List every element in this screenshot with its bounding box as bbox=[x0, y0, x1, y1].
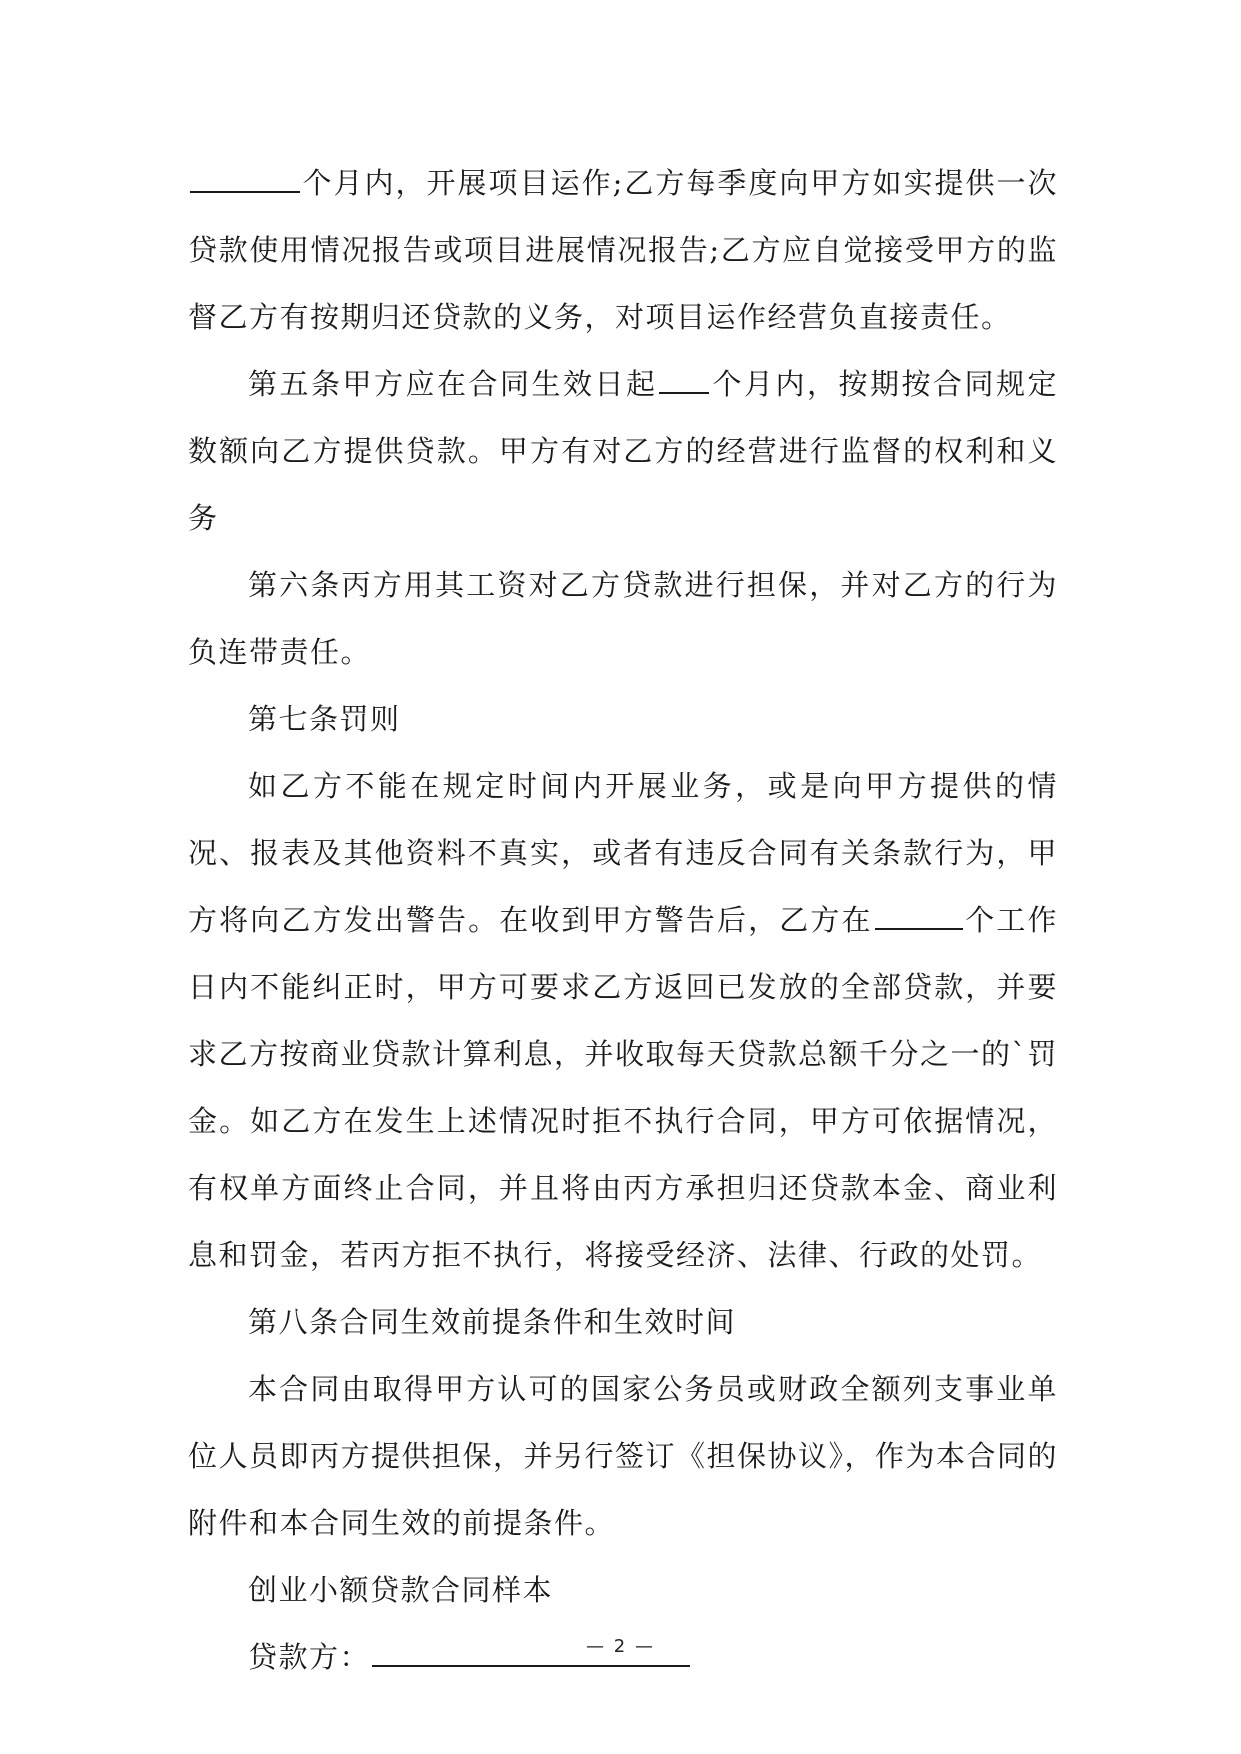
paragraph-article-7-heading: 第七条罚则 bbox=[248, 702, 401, 736]
document-body bbox=[188, 150, 1058, 1691]
paragraph-sample-title: 创业小额贷款合同样本 bbox=[248, 1573, 554, 1607]
blank-months-2 bbox=[659, 368, 709, 394]
paragraph-article-4-continued: 个月内，开展项目运作;乙方每季度向甲方如实提供一次贷款使用情况报告或项目进展情况报告;乙方应自觉接受甲方的监督乙方有按期归还贷款的义务，对项目运作经营负直接责任。 bbox=[188, 166, 1058, 334]
paragraph-article-8-heading: 第八条合同生效前提条件和生效时间 bbox=[248, 1305, 737, 1339]
paragraph-article-7-body: 如乙方不能在规定时间内开展业务，或是向甲方提供的情况、报表及其他资料不真实，或者有违反合同有关条款行为，甲方将向乙方发出警告。在收到甲方警告后，乙方在 个工作日内不能纠正时，甲方可要求乙方返回已发放的全部贷款，并要求乙方按商业贷款计算利息，并收取每天贷款总额千分之一的`罚金。如乙方在发生上述情况时拒不执行合同，甲方可依据情况，有权单方面终止合同，并且将由丙方承担归还贷款本金、商业利息和罚金，若丙方拒不执行，将接受经济、法律、行政的处罚。 bbox=[188, 769, 1059, 1272]
page-number: — 2 — bbox=[586, 1636, 655, 1657]
paragraph-article-6: 第六条丙方用其工资对乙方贷款进行担保，并对乙方的行为负连带责任。 bbox=[188, 568, 1058, 669]
paragraph-lender-line: 贷款方： bbox=[188, 1624, 1058, 1691]
paragraph-article-8-body: 本合同由取得甲方认可的国家公务员或财政全额列支事业单位人员即丙方提供担保，并另行签订《担保协议》，作为本合同的附件和本合同生效的前提条件。 bbox=[188, 1372, 1059, 1540]
blank-months-1 bbox=[190, 167, 300, 193]
paragraph-article-5: 第五条甲方应在合同生效日起 个月内，按期按合同规定数额向乙方提供贷款。甲方有对乙方的经营进行监督的权利和义务 bbox=[188, 367, 1058, 535]
blank-working-days bbox=[875, 904, 963, 930]
